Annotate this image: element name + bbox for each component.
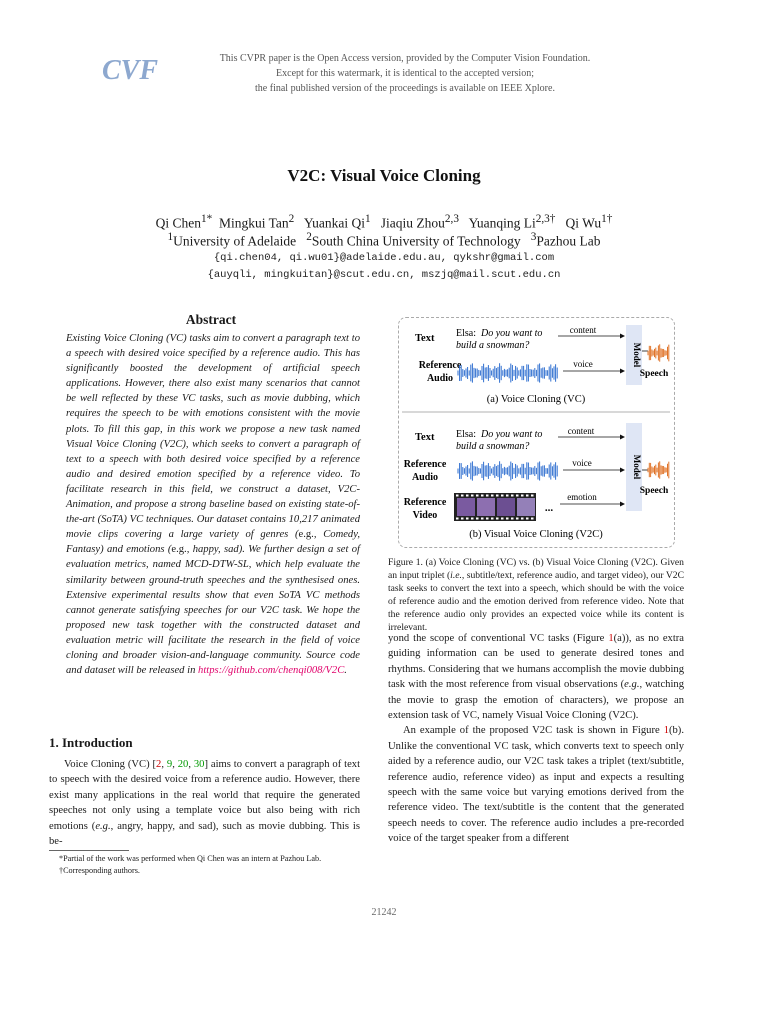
fig-a-content-arrowhead — [620, 334, 625, 339]
body-text: yond the scope of conventional VC tasks (Figure — [388, 633, 609, 644]
figure-ref-link[interactable]: 1 — [663, 725, 669, 737]
github-link[interactable]: https://github.com/chenqi008/V2C — [198, 665, 345, 677]
fig-b-content-label: content — [567, 426, 595, 436]
author-emails — [40, 250, 728, 284]
fig-b-video-frame — [477, 498, 495, 516]
citation-link[interactable]: 20 — [177, 759, 189, 770]
film-hole — [531, 518, 534, 520]
fig-b-text-label: Text — [415, 432, 435, 443]
watermark-line-1: This CVPR paper is the Open Access version, provided by the Computer Vision Foundation. — [219, 53, 591, 64]
author-sup: 2 — [288, 213, 295, 225]
footnotes — [49, 853, 360, 876]
intro-text: Voice Cloning (VC) [ — [64, 759, 157, 770]
film-hole — [496, 495, 499, 497]
fig-a-text-label: Text — [415, 333, 435, 344]
fig-b-ellipsis: ... — [544, 502, 554, 514]
author-sup: 1† — [601, 213, 613, 225]
fig-b-voice-arrowhead — [620, 468, 625, 473]
fig-b-caption: (b) Visual Voice Cloning (V2C) — [469, 529, 603, 540]
fig-b-speech-label: Speech — [639, 486, 669, 496]
abstract-text: , happy, sad). We further design a set of evaluation metrics, named MCD-DTW-SL, which help evaluate the similarity between ground-truth speeches and the synthesised ones. Extensive experimental results show that even SoTA VC methods cannot generate satisfying speeches for our V2C task. We hope the proposed new task together with the constructed dataset and evaluation metric will facilitate the research in the field of voice cloning and broader vision-and-language community. Source code and dataset will be released in — [66, 544, 360, 677]
abstract-text: Existing Voice Cloning (VC) tasks aim to convert a paragraph text to a speech with desired voice specified by a reference audio. This has significantly boosted the development of artificial speech applications. However, there also exist many scenarios that cannot be well reflected by these VC tasks, such as movie dubbing, which requires the speech to be with emotions consistent with the movie plots. To fill this gap, in this work we propose a new task named Visual Voice Cloning (V2C), which seeks to convert a paragraph of text to a speech with both desired voice specified by a reference audio and desired emotion specified by a reference video. To facilitate research in this field, we construct a dataset, V2C-Animation, and propose a strong baseline based on existing state-of-the-art (SoTA) VC techniques. Our dataset contains 10,217 animated movie clips covering a large variety of genres ( — [66, 333, 360, 541]
fig-b-emotion-arrowhead — [620, 502, 625, 507]
film-hole — [486, 495, 489, 497]
film-hole — [521, 518, 524, 520]
affiliation: University of Adelaide — [173, 233, 297, 249]
film-hole — [506, 495, 509, 497]
body-text: (b). Unlike the conventional VC task, which converts text to speech only aided by a reference audio, our V2C task takes a triplet (text/subtitle, reference audio, reference video) as input and expects a resulting speech with the same voice but varying emotions derived from the reference video. The text/subtitle is the content that the generated speech needs to cover. The reference audio includes a pre-recorded voice of the target speaker from a different — [388, 725, 684, 845]
author-sup: 1 — [365, 213, 371, 225]
author: Qi Wu — [565, 215, 602, 231]
right-column-body — [388, 631, 684, 847]
cvf-logo — [100, 50, 160, 86]
film-hole — [501, 518, 504, 520]
caption-ie: i.e. — [450, 570, 462, 581]
citation-link[interactable]: 2 — [156, 759, 162, 770]
fig-b-ref-video-label-2: Video — [412, 510, 438, 521]
abstract-body — [66, 331, 360, 678]
paper-title: V2C: Visual Voice Cloning — [287, 166, 481, 185]
film-hole — [506, 518, 509, 520]
film-hole — [526, 495, 529, 497]
film-hole — [471, 518, 474, 520]
fig-b-ref-audio-label-1: Reference — [403, 459, 447, 470]
author-sup: 1* — [200, 213, 213, 225]
film-hole — [521, 495, 524, 497]
page-number: 21242 — [371, 907, 397, 918]
intro-text: , angry, happy, and sad), such as movie dubbing. This is be- — [49, 820, 360, 848]
film-hole — [476, 495, 479, 497]
fig-b-ref-video-label-1: Reference — [403, 497, 447, 508]
fig-b-emotion-label: emotion — [567, 492, 597, 502]
intro-eg: e.g. — [95, 820, 111, 832]
fig-a-speech-waveform — [648, 344, 669, 361]
watermark-line-3: the final published version of the proceedings is available on IEEE Xplore. — [255, 83, 555, 94]
right-paragraph-1 — [388, 631, 684, 723]
author-sup: 2,3 — [444, 213, 459, 225]
abstract-eg: e.g. — [298, 529, 314, 541]
watermark — [160, 51, 650, 96]
film-hole — [466, 495, 469, 497]
body-eg: e.g. — [624, 679, 640, 691]
email-line-1: {qi.chen04, qi.wu01}@adelaide.edu.au, qykshr@gmail.com — [213, 252, 555, 264]
figure-1 — [398, 317, 674, 547]
author: Yuanqing Li — [468, 215, 536, 231]
affil-sup: 3 — [530, 231, 537, 243]
author: Qi Chen — [155, 215, 201, 231]
film-hole — [516, 518, 519, 520]
fig-a-speaker: Elsa: — [456, 328, 476, 339]
film-hole — [461, 495, 464, 497]
abstract-text: , Comedy, Fantasy) and emotions ( — [66, 529, 360, 556]
film-hole — [496, 518, 499, 520]
fig-a-quote-2: build a snowman? — [456, 340, 530, 351]
fig-a-voice-arrowhead — [620, 369, 625, 374]
fig-b-model-label: Model — [632, 454, 642, 480]
fig-b-quote-1: Do you want to — [481, 429, 543, 440]
figure-1-caption — [388, 556, 684, 634]
film-hole — [476, 518, 479, 520]
film-hole — [511, 495, 514, 497]
affiliations — [40, 228, 728, 251]
watermark-line-2: Except for this watermark, it is identical to the accepted version; — [276, 68, 534, 79]
fig-b-speaker: Elsa: — [456, 429, 476, 440]
fig-b-reference-waveform — [458, 461, 557, 481]
footnote-1: *Partial of the work was performed when Qi Chen was an intern at Pazhou Lab. — [59, 854, 322, 863]
author: Mingkui Tan — [218, 215, 289, 231]
abstract-text: . — [344, 665, 347, 677]
film-hole — [466, 518, 469, 520]
fig-a-ref-audio-label-1: Reference — [418, 360, 462, 371]
film-hole — [456, 518, 459, 520]
fig-a-model-label: Model — [632, 342, 642, 368]
film-hole — [481, 495, 484, 497]
fig-b-content-arrowhead — [620, 435, 625, 440]
author: Jiaqiu Zhou — [380, 215, 445, 231]
citation-link[interactable]: 30 — [193, 759, 205, 770]
fig-b-speech-waveform — [648, 461, 669, 478]
film-hole — [531, 495, 534, 497]
fig-a-caption: (a) Voice Cloning (VC) — [486, 394, 586, 405]
film-hole — [471, 495, 474, 497]
fig-a-content-label: content — [569, 325, 597, 335]
caption-text: (a) Voice Cloning (VC) vs. (b) Visual Voice Cloning (V2C). Given an input triplet ( — [388, 557, 684, 581]
fig-b-voice-label: voice — [572, 458, 592, 468]
film-hole — [456, 495, 459, 497]
fig-a-ref-audio-label-2: Audio — [426, 373, 454, 384]
film-hole — [461, 518, 464, 520]
body-text: (a)), as no extra guiding information can be used to generate desired tones and rhythms. Considering that we humans accomplish the movie dubbing task with the most reference from visual observations ( — [388, 633, 684, 691]
caption-label: Figure 1. — [388, 557, 423, 568]
figure-ref-link[interactable]: 1 — [608, 633, 614, 644]
fig-b-ref-audio-label-2: Audio — [411, 472, 439, 483]
fig-b-video-frame — [457, 498, 475, 516]
intro-heading: 1. Introduction — [49, 735, 133, 750]
fig-a-speech-label: Speech — [639, 369, 669, 379]
film-hole — [526, 518, 529, 520]
body-text: , watching the movie to grasp the emotion of characters), we propose an extension task of VC, namely Visual Voice Cloning (V2C). — [388, 679, 684, 722]
film-hole — [491, 518, 494, 520]
fig-a-reference-waveform — [458, 363, 557, 383]
right-paragraph-2 — [388, 723, 684, 846]
citation-link[interactable]: 9 — [166, 759, 173, 770]
fig-b-quote-2: build a snowman? — [456, 441, 530, 452]
intro-body — [49, 757, 360, 849]
fig-a-quote-1: Do you want to — [481, 328, 543, 339]
fig-b-video-frame — [517, 498, 535, 516]
intro-text: ] aims to convert a paragraph of text to speech with the desired voice from a reference audio. However, there exist many applications in the real world that require the generated speeches not only using a template voice but also being with rich emotions ( — [49, 759, 361, 832]
cvf-logo-text: CVF — [102, 55, 159, 86]
film-hole — [491, 495, 494, 497]
affil-sup: 2 — [306, 231, 312, 243]
abstract-eg: e.g. — [171, 544, 187, 556]
film-hole — [501, 495, 504, 497]
film-hole — [516, 495, 519, 497]
footnote-2: †Corresponding authors. — [59, 865, 140, 875]
fig-a-voice-label: voice — [573, 359, 593, 369]
author-sup: 2,3† — [535, 213, 556, 225]
affiliation: Pazhou Lab — [536, 233, 601, 249]
film-hole — [486, 518, 489, 520]
intro-paragraph: Voice Cloning (VC) [2, 9, 20, 30] aims to convert a paragraph of text to speech with the desired voice from a reference audio. However, there exist many applications in the real world that require the generated speeches not only using a template voice but also being with rich emotions (e.g., angry, happy, and sad), such as movie dubbing. This is be- — [49, 759, 361, 848]
affil-sup: 1 — [167, 231, 174, 243]
body-text: An example of the proposed V2C task is shown in Figure — [403, 725, 664, 737]
fig-b-video-frame — [497, 498, 515, 516]
abstract-heading: Abstract — [185, 312, 237, 327]
film-hole — [481, 518, 484, 520]
film-hole — [511, 518, 514, 520]
affiliation: South China University of Technology — [311, 233, 521, 249]
caption-text: , subtitle/text, reference audio, and target video), our V2C task seeks to convert the text into a speech, which should be with the voice of reference audio and the emotion derived from reference video. Note that the reference audio only provides an expected voice while its content is irrelevant. — [388, 570, 684, 633]
footnote-rule — [49, 850, 129, 851]
author: Yuankai Qi — [303, 215, 366, 231]
email-line-2: {auyqli, mingkuitan}@scut.edu.cn, mszjq@mail.scut.edu.cn — [207, 269, 561, 281]
